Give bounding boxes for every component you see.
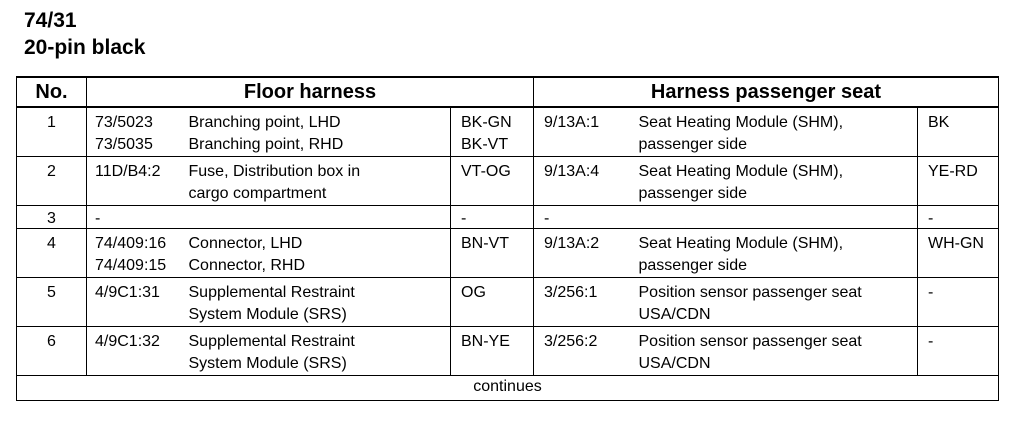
header-harness-passenger-seat: Harness passenger seat [534, 77, 999, 107]
pin-number: 2 [17, 157, 87, 206]
floor-description [189, 206, 451, 229]
floor-code-line: 74/409:15 [95, 257, 167, 274]
floor-code-line: - [95, 210, 101, 227]
seat-code-line: 3/256:2 [544, 333, 598, 350]
floor-wire-color-line: BN-VT [461, 235, 509, 252]
header-row [17, 77, 999, 107]
continues-note: continues [17, 376, 999, 401]
seat-wire-color [918, 206, 999, 229]
floor-wire-color [451, 278, 534, 327]
seat-description [639, 107, 918, 157]
floor-wire-color-line: BK-VT [461, 136, 509, 153]
seat-wire-color-line: BK [928, 114, 950, 131]
seat-code [534, 206, 639, 229]
table-row [17, 107, 999, 157]
floor-description-line: Supplemental Restraint [188, 333, 355, 350]
floor-wire-color-line: BN-YE [461, 333, 510, 350]
seat-code-line: 9/13A:1 [544, 114, 600, 131]
seat-description-line: passenger side [638, 136, 748, 153]
floor-description [189, 229, 451, 278]
floor-description-line: Fuse, Distribution box in [188, 163, 361, 180]
connector-description: 20-pin black [24, 36, 146, 59]
footer-row [17, 376, 999, 401]
seat-code [534, 327, 639, 376]
seat-wire-color-line: - [928, 333, 934, 350]
seat-description-line: passenger side [638, 185, 748, 202]
floor-description [189, 107, 451, 157]
pin-number: 6 [17, 327, 87, 376]
floor-code [87, 157, 189, 206]
seat-code-line: 3/256:1 [544, 284, 598, 301]
seat-description [639, 206, 918, 229]
floor-description-line: cargo compartment [188, 185, 327, 202]
floor-description-line: Branching point, LHD [188, 114, 341, 131]
floor-wire-color [451, 107, 534, 157]
floor-description-line: System Module (SRS) [188, 306, 347, 323]
table-row [17, 327, 999, 376]
table-row [17, 157, 999, 206]
floor-wire-color [451, 157, 534, 206]
seat-description-line: USA/CDN [638, 355, 711, 372]
connector-id: 74/31 [24, 9, 77, 32]
floor-code [87, 107, 189, 157]
floor-description [189, 157, 451, 206]
pinout-table [16, 76, 999, 401]
floor-description-line: System Module (SRS) [188, 355, 347, 372]
table-row [17, 206, 999, 229]
floor-description [189, 278, 451, 327]
seat-code [534, 157, 639, 206]
header-floor-harness: Floor harness [87, 77, 534, 107]
floor-wire-color [451, 229, 534, 278]
pin-number: 4 [17, 229, 87, 278]
pin-number: 5 [17, 278, 87, 327]
table-row [17, 229, 999, 278]
seat-code [534, 278, 639, 327]
seat-description [639, 229, 918, 278]
pin-number: 1 [17, 107, 87, 157]
seat-wire-color [918, 229, 999, 278]
seat-code-line: 9/13A:2 [544, 235, 600, 252]
seat-description-line: Seat Heating Module (SHM), [638, 163, 844, 180]
floor-description [189, 327, 451, 376]
seat-description-line: passenger side [638, 257, 748, 274]
floor-description-line: Connector, RHD [188, 257, 305, 274]
floor-code-line: 73/5023 [95, 114, 153, 131]
seat-wire-color [918, 327, 999, 376]
floor-code [87, 278, 189, 327]
seat-wire-color-line: WH-GN [928, 235, 984, 252]
seat-description-line: Position sensor passenger seat [638, 284, 862, 301]
seat-wire-color-line: - [928, 210, 934, 227]
floor-code-line: 74/409:16 [95, 235, 167, 252]
floor-wire-color-line: OG [461, 284, 486, 301]
floor-wire-color-line: VT-OG [461, 163, 511, 180]
pin-number: 3 [17, 206, 87, 229]
seat-wire-color-line: - [928, 284, 934, 301]
floor-code-line: 4/9C1:32 [95, 333, 160, 350]
table-row [17, 278, 999, 327]
floor-wire-color [451, 327, 534, 376]
seat-description [639, 278, 918, 327]
header-no: No. [17, 77, 87, 107]
seat-wire-color-line: YE-RD [928, 163, 978, 180]
floor-code [87, 327, 189, 376]
floor-code-line: 11D/B4:2 [95, 163, 161, 180]
floor-description-line: Branching point, RHD [188, 136, 344, 153]
floor-wire-color [451, 206, 534, 229]
floor-code-line: 4/9C1:31 [95, 284, 160, 301]
seat-wire-color [918, 157, 999, 206]
seat-wire-color [918, 107, 999, 157]
seat-description [639, 327, 918, 376]
seat-wire-color [918, 278, 999, 327]
seat-code [534, 107, 639, 157]
seat-description-line: Seat Heating Module (SHM), [638, 114, 844, 131]
floor-description-line: Connector, LHD [188, 235, 303, 252]
seat-code-line: - [544, 210, 550, 227]
floor-code [87, 206, 189, 229]
seat-description [639, 157, 918, 206]
floor-code [87, 229, 189, 278]
seat-description-line: Seat Heating Module (SHM), [638, 235, 844, 252]
seat-code-line: 9/13A:4 [544, 163, 600, 180]
floor-wire-color-line: - [461, 210, 467, 227]
seat-description-line: Position sensor passenger seat [638, 333, 862, 350]
floor-code-line: 73/5035 [95, 136, 153, 153]
floor-description-line: Supplemental Restraint [188, 284, 355, 301]
seat-code [534, 229, 639, 278]
floor-wire-color-line: BK-GN [461, 114, 512, 131]
seat-description-line: USA/CDN [638, 306, 711, 323]
